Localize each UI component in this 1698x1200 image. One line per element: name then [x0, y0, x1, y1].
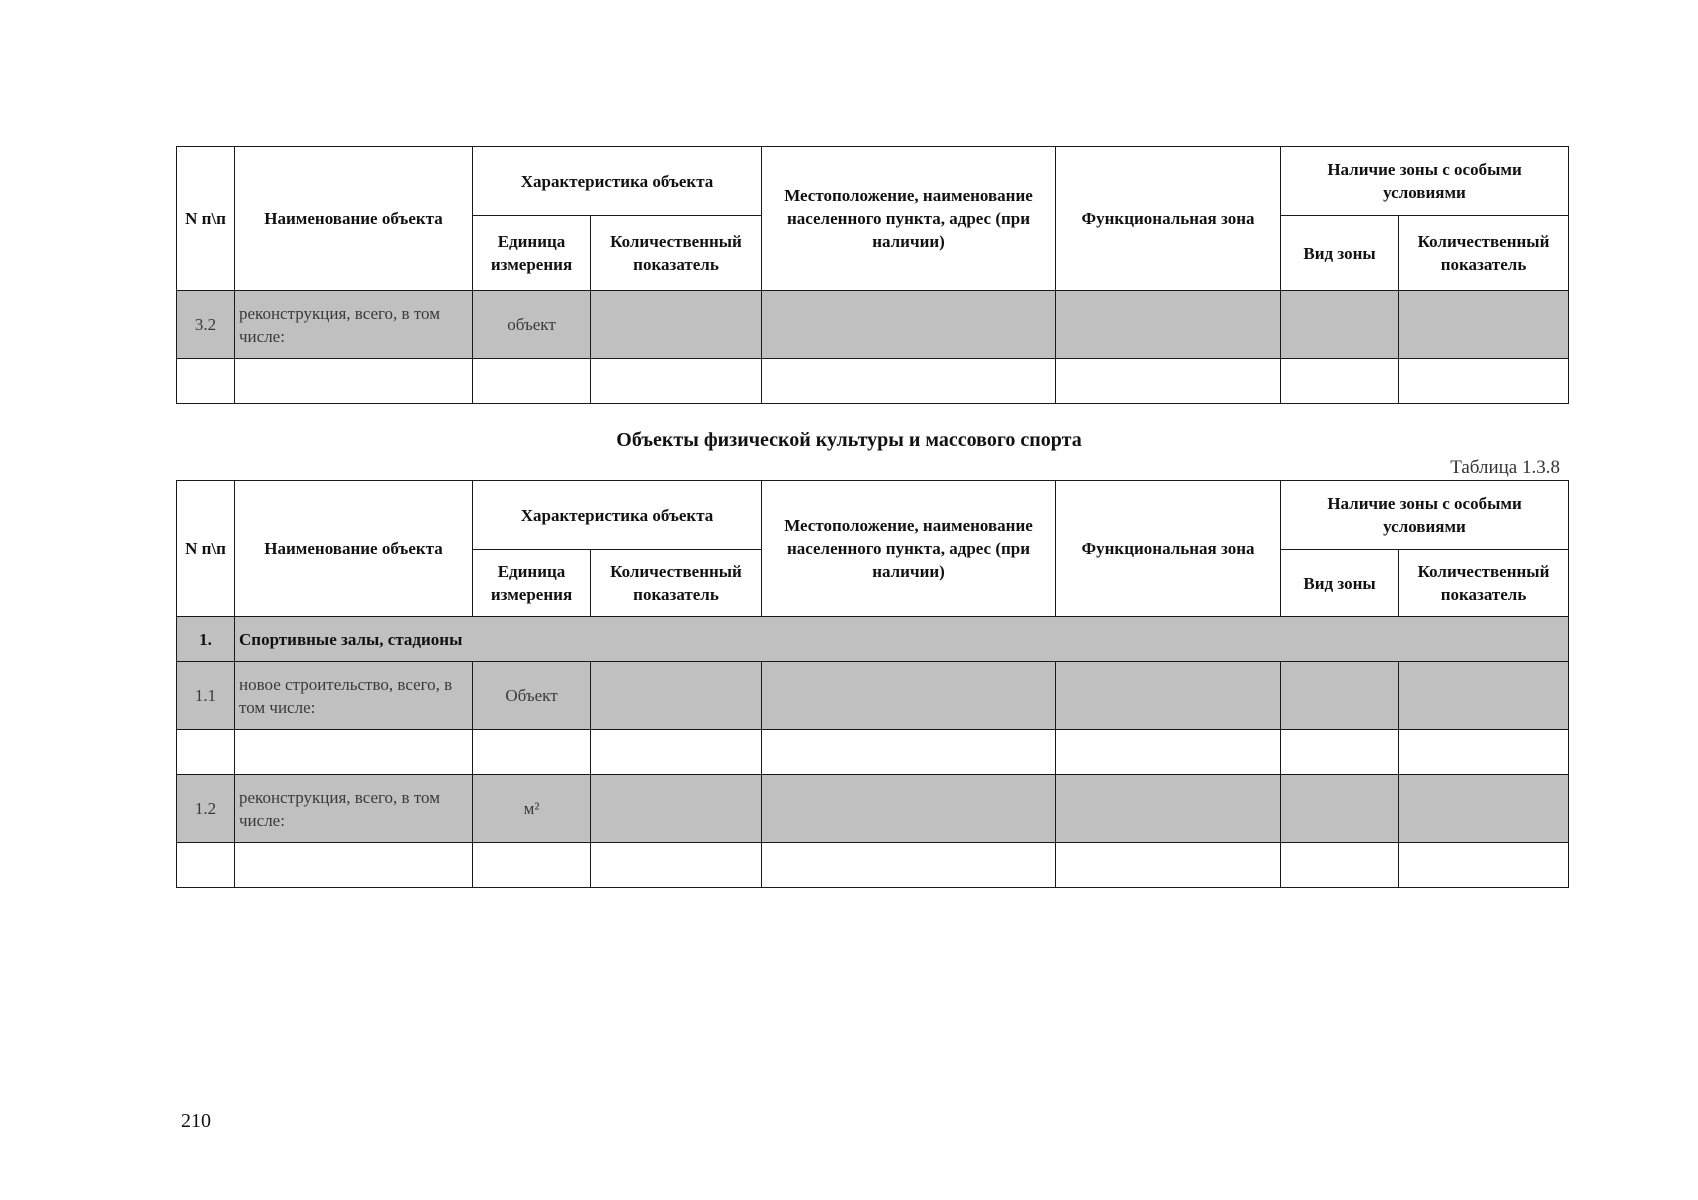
row-quantity [591, 291, 762, 359]
header-zone-type: Вид зоны [1281, 550, 1399, 617]
row-zone-type [1281, 291, 1399, 359]
page-number: 210 [181, 1110, 211, 1132]
table-row-empty [177, 730, 1569, 775]
header-num: N п\п [177, 147, 235, 291]
header-functional-zone: Функциональная зона [1056, 481, 1281, 617]
table-row [177, 662, 1569, 730]
section-num: 1. [177, 617, 235, 662]
header-characteristics: Характеристика объекта [473, 147, 762, 216]
header-num: N п\п [177, 481, 235, 617]
header-characteristics: Характеристика объекта [473, 481, 762, 550]
header-location: Местоположение, наименование населенного пункта, адрес (при наличии) [762, 481, 1056, 617]
row-name: новое строительство, всего, в том числе: [235, 662, 473, 730]
header-special-zone: Наличие зоны с особыми условиями [1281, 481, 1569, 550]
row-zone-quantity [1399, 291, 1569, 359]
row-name: реконструкция, всего, в том числе: [235, 775, 473, 843]
section-row [177, 617, 1569, 662]
table-row [177, 291, 1569, 359]
header-quantity: Количественный показатель [591, 216, 762, 291]
row-unit: м² [473, 775, 591, 843]
header-location: Местоположение, наименование населенного пункта, адрес (при наличии) [762, 147, 1056, 291]
row-zone [1056, 291, 1281, 359]
table-row [177, 775, 1569, 843]
table-row-empty [177, 359, 1569, 404]
header-special-zone: Наличие зоны с особыми условиями [1281, 147, 1569, 216]
header-zone-quantity: Количественный показатель [1399, 550, 1569, 617]
table-row-empty [177, 843, 1569, 888]
header-name: Наименование объекта [235, 481, 473, 617]
header-quantity: Количественный показатель [591, 550, 762, 617]
objects-table-top [176, 146, 1569, 404]
header-unit: Единица измерения [473, 550, 591, 617]
row-location [762, 291, 1056, 359]
row-num: 1.1 [177, 662, 235, 730]
header-functional-zone: Функциональная зона [1056, 147, 1281, 291]
header-name: Наименование объекта [235, 147, 473, 291]
sports-objects-table [176, 480, 1569, 888]
row-name: реконструкция, всего, в том числе: [235, 291, 473, 359]
row-num: 1.2 [177, 775, 235, 843]
header-unit: Единица измерения [473, 216, 591, 291]
header-zone-quantity: Количественный показатель [1399, 216, 1569, 291]
section-label: Спортивные залы, стадионы [235, 617, 1569, 662]
row-unit: объект [473, 291, 591, 359]
table-number: Таблица 1.3.8 [1450, 457, 1560, 478]
row-unit: Объект [473, 662, 591, 730]
header-zone-type: Вид зоны [1281, 216, 1399, 291]
section-title: Объекты физической культуры и массового спорта [616, 429, 1082, 451]
row-num: 3.2 [177, 291, 235, 359]
